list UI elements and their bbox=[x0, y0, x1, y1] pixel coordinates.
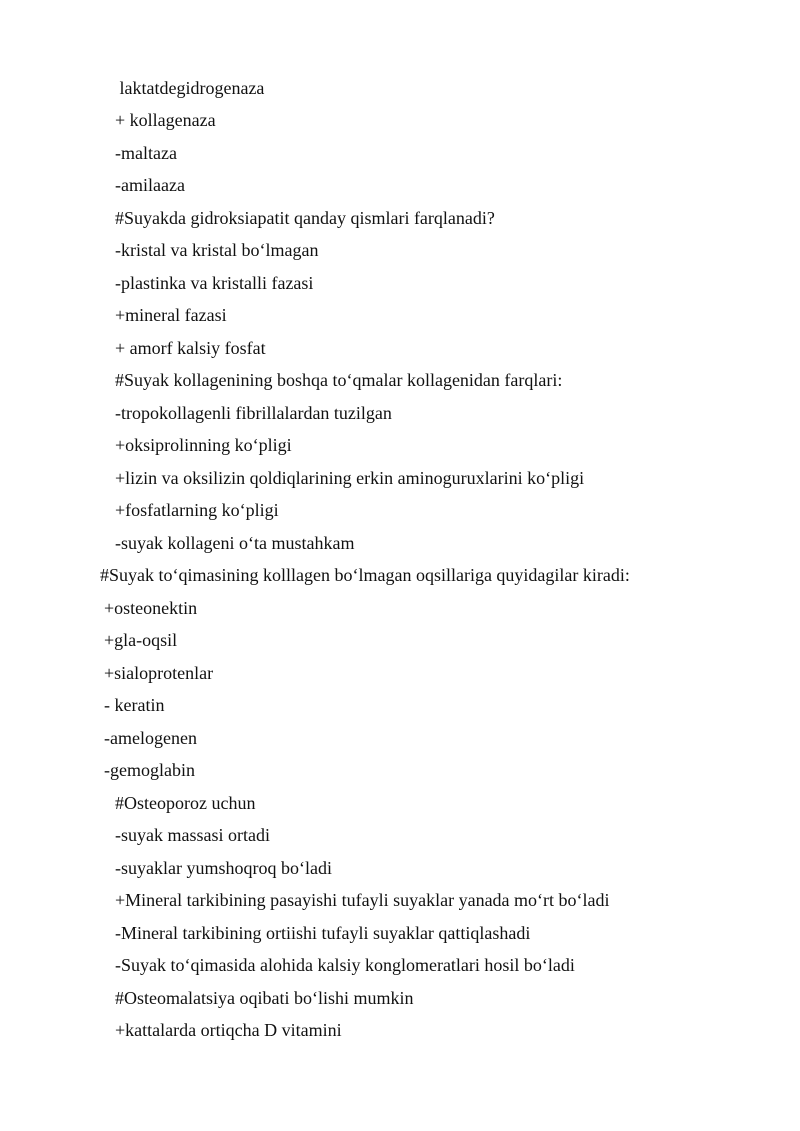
text-line: +kattalarda ortiqcha D vitamini bbox=[115, 1020, 342, 1040]
text-line: -plastinka va kristalli fazasi bbox=[115, 273, 314, 293]
text-line: laktatdegidrogenaza bbox=[115, 78, 265, 98]
text-line: -maltaza bbox=[115, 143, 177, 163]
text-line: -kristal va kristal bo‘lmagan bbox=[115, 240, 319, 260]
text-line: -suyak kollageni o‘ta mustahkam bbox=[115, 533, 355, 553]
text-line: +mineral fazasi bbox=[115, 305, 227, 325]
text-line: -suyak massasi ortadi bbox=[115, 825, 270, 845]
question-line: #Suyakda gidroksiapatit qanday qismlari farqlanadi? bbox=[115, 208, 495, 228]
text-line: - keratin bbox=[104, 695, 165, 715]
text-line: -tropokollagenli fibrillalardan tuzilgan bbox=[115, 403, 392, 423]
question-line: #Suyak kollagenining boshqa to‘qmalar kollagenidan farqlari: bbox=[115, 370, 563, 390]
text-line: +Mineral tarkibining pasayishi tufayli suyaklar yanada mo‘rt bo‘ladi bbox=[115, 890, 610, 910]
text-line: -Mineral tarkibining ortiishi tufayli suyaklar qattiqlashadi bbox=[115, 923, 531, 943]
text-line: -amelogenen bbox=[104, 728, 197, 748]
text-line: +sialoprotenlar bbox=[104, 663, 214, 683]
text-line: + amorf kalsiy fosfat bbox=[115, 338, 266, 358]
text-line: +oksiprolinning ko‘pligi bbox=[115, 435, 292, 455]
text-line: +osteonektin bbox=[104, 598, 198, 618]
question-line: #Osteoporoz uchun bbox=[115, 793, 256, 813]
text-line: + kollagenaza bbox=[115, 110, 216, 130]
question-line: #Suyak to‘qimasining kolllagen bo‘lmagan oqsillariga quyidagilar kiradi: bbox=[100, 565, 630, 585]
text-line: -suyaklar yumshoqroq bo‘ladi bbox=[115, 858, 332, 878]
text-line: -gemoglabin bbox=[104, 760, 195, 780]
text-line: +fosfatlarning ko‘pligi bbox=[115, 500, 279, 520]
text-line: -Suyak to‘qimasida alohida kalsiy konglomeratlari hosil bo‘ladi bbox=[115, 955, 575, 975]
text-line: +lizin va oksilizin qoldiqlarining erkin aminoguruxlarini ko‘pligi bbox=[115, 468, 585, 488]
text-line: -amilaaza bbox=[115, 175, 185, 195]
text-line: +gla-oqsil bbox=[104, 630, 178, 650]
question-line: #Osteomalatsiya oqibati bo‘lishi mumkin bbox=[115, 988, 414, 1008]
